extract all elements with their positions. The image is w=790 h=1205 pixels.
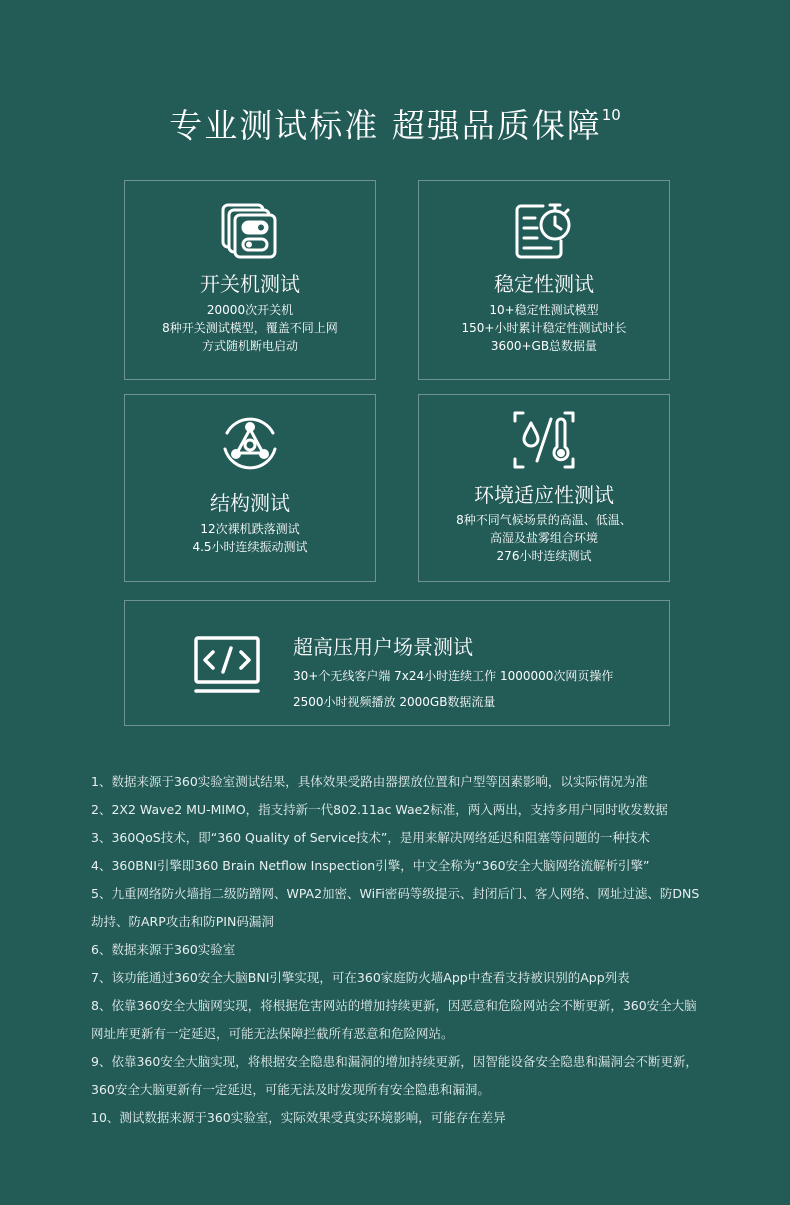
footnotes xyxy=(91,768,731,1132)
card-line: 方式随机断电启动 xyxy=(201,339,298,353)
card-title: 开关机测试 xyxy=(200,272,300,296)
page-title xyxy=(0,100,790,147)
power-cycle-test-card xyxy=(124,180,376,380)
footnote-line: 6、数据来源于360实验室 xyxy=(91,942,236,957)
card-line: 8种开关测试模型，覆盖不同上网 xyxy=(162,321,338,335)
card-line: 12次裸机跌落测试 xyxy=(200,522,300,536)
footnote-line: 9、依靠360安全大脑实现，将根据安全隐患和漏洞的增加持续更新，因智能设备安全隐患和漏洞会不断更新， xyxy=(91,1054,698,1069)
footnote-line: 7、该功能通过360安全大脑BNI引擎实现，可在360家庭防火墙App中查看支持被识别的App列表 xyxy=(91,970,630,985)
card-description xyxy=(419,301,669,355)
card-description xyxy=(419,511,669,565)
card-description xyxy=(125,301,375,355)
clipboard-stopwatch-icon xyxy=(513,201,575,261)
stability-test-card xyxy=(418,180,670,380)
footnote-line: 360安全大脑更新有一定延迟，可能无法及时发现所有安全隐患和漏洞。 xyxy=(91,1082,490,1097)
footnote-line: 1、数据来源于360实验室测试结果，具体效果受路由器摆放位置和户型等因素影响，以实际情况为准 xyxy=(91,774,648,789)
footnote-line: 3、360QoS技术，即“360 Quality of Service技术”，是用来解决网络延迟和阻塞等问题的一种技术 xyxy=(91,830,650,845)
card-description xyxy=(125,520,375,556)
card-line: 30+个无线客户端 7x24小时连续工作 1000000次网页操作 xyxy=(293,669,614,683)
high-pressure-test-card xyxy=(124,600,670,726)
card-line: 4.5小时连续振动测试 xyxy=(192,540,308,554)
card-line: 20000次开关机 xyxy=(206,303,294,317)
card-line: 276小时连续测试 xyxy=(496,549,592,563)
structure-test-card xyxy=(124,394,376,582)
footnote-line: 网址库更新有一定延迟，可能无法保障拦截所有恶意和危险网站。 xyxy=(91,1026,454,1041)
card-title: 结构测试 xyxy=(210,491,290,515)
humidity-temperature-icon xyxy=(511,409,577,471)
environment-test-card xyxy=(418,394,670,582)
card-title: 稳定性测试 xyxy=(494,272,594,296)
card-line: 10+稳定性测试模型 xyxy=(489,303,599,317)
card-description xyxy=(293,663,613,715)
card-line: 2500小时视频播放 2000GB数据流量 xyxy=(293,695,496,709)
switch-panels-icon xyxy=(219,203,281,259)
footnote-line: 10、测试数据来源于360实验室，实际效果受真实环境影响，可能存在差异 xyxy=(91,1110,506,1125)
footnote-line: 2、2X2 Wave2 MU-MIMO，指支持新一代802.11ac Wae2标准，两入两出，支持多用户同时收发数据 xyxy=(91,802,668,817)
code-monitor-icon xyxy=(193,635,261,695)
card-line: 高湿及盐雾组合环境 xyxy=(489,531,598,545)
card-line: 8种不同气候场景的高温、低温、 xyxy=(456,513,632,527)
footnote-line: 劫持、防ARP攻击和防PIN码漏洞 xyxy=(91,914,274,929)
card-line: 150+小时累计稳定性测试时长 xyxy=(461,321,627,335)
card-line: 3600+GB总数据量 xyxy=(490,339,598,353)
footnote-line: 4、360BNI引擎即360 Brain Netflow Inspection引擎，中文全称为“360安全大脑网络流解析引擎” xyxy=(91,858,650,873)
footnote-line: 5、九重网络防火墙指二级防蹭网、WPA2加密、WiFi密码等级提示、封闭后门、客人网络、网址过滤、防DNS xyxy=(91,886,700,901)
structure-triangle-icon xyxy=(217,413,283,473)
card-title: 超高压用户场景测试 xyxy=(293,635,473,659)
page-title-text: 专业测试标准 超强品质保障 xyxy=(169,106,602,145)
footnote-marker: 10 xyxy=(601,106,621,124)
card-title: 环境适应性测试 xyxy=(474,483,614,507)
footnote-line: 8、依靠360安全大脑网实现，将根据危害网站的增加持续更新，因恶意和危险网站会不断更新，360安全大脑 xyxy=(91,998,697,1013)
